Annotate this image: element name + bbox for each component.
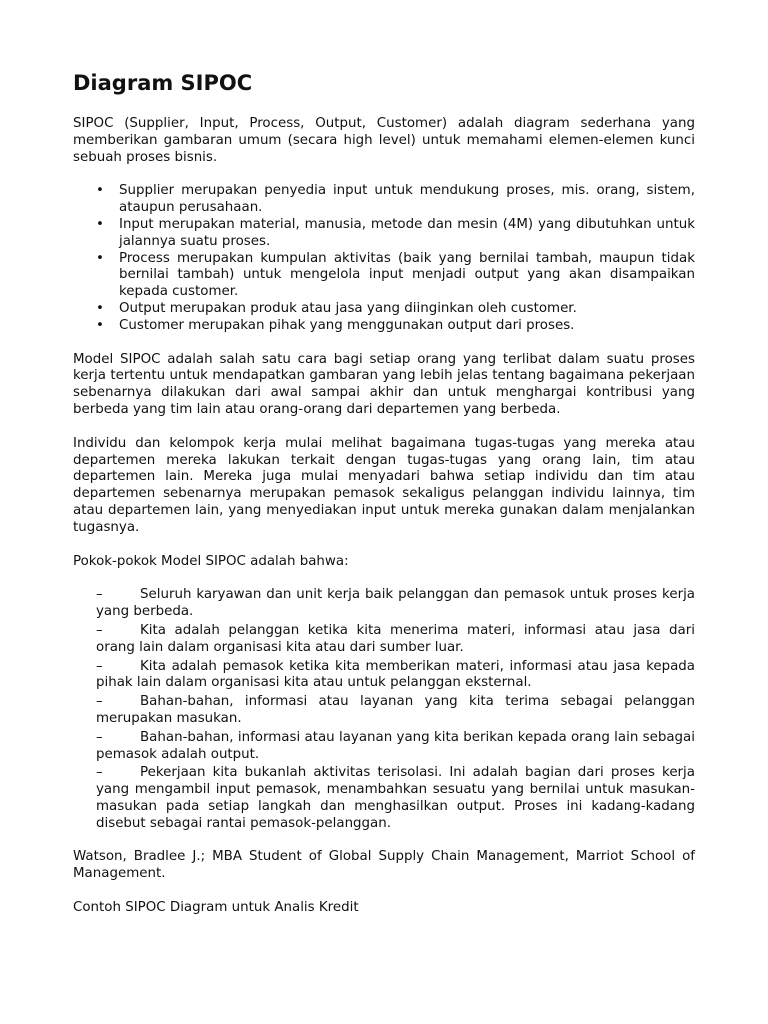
sipoc-bullet-list	[73, 183, 695, 334]
bullet-text: Customer merupakan pihak yang menggunakan output dari proses.	[119, 317, 575, 333]
point-text: Seluruh karyawan dan unit kerja baik pelanggan dan pemasok untuk proses kerja yang berbeda.	[96, 587, 695, 620]
bullet-icon: •	[96, 216, 104, 232]
bullet-text: Supplier merupakan penyedia input untuk mendukung proses, mis. orang, sistem, ataupun perusahaan.	[119, 183, 695, 216]
list-item	[96, 730, 695, 764]
individu-paragraph: Individu dan kelompok kerja mulai melihat bagaimana tugas-tugas yang mereka atau departemen mereka lakukan terkait dengan tugas-tugas yang orang lain, tim atau departemen lain. Mereka juga mulai menyadari bahwa setiap individu dan tim atau departemen sebenarnya merupakan pemasok sekaligus pelanggan individu lainnya, tim atau departemen lain, yang menyediakan input untuk mereka gunakan dalam menjalankan tugasnya.	[73, 435, 695, 535]
list-item	[73, 183, 695, 217]
point-text: Bahan-bahan, informasi atau layanan yang kita terima sebagai pelanggan merupakan masukan.	[96, 694, 695, 726]
point-text: Bahan-bahan, informasi atau layanan yang kita berikan kepada orang lain sebagai pemasok adalah output.	[96, 729, 695, 762]
pokok-point-list	[96, 587, 695, 832]
pokok-heading: Pokok-pokok Model SIPOC adalah bahwa:	[73, 553, 349, 569]
bullet-text: Input merupakan material, manusia, metode dan mesin (4M) yang dibutuhkan untuk jalannya suatu proses.	[119, 216, 695, 249]
list-item	[73, 251, 695, 301]
dash-icon: –	[96, 658, 103, 674]
dash-icon: –	[96, 694, 103, 710]
closing-line: Contoh SIPOC Diagram untuk Analis Kredit	[73, 900, 359, 916]
bullet-icon: •	[96, 183, 104, 199]
dash-icon: –	[96, 765, 103, 781]
dash-icon: –	[96, 587, 103, 603]
list-item	[96, 623, 695, 657]
list-item	[96, 659, 695, 693]
point-text: Kita adalah pelanggan ketika kita menerima materi, informasi atau jasa dari orang lain dalam organisasi kita atau dari sumber luar.	[96, 622, 695, 655]
list-item	[96, 765, 695, 832]
point-text: Kita adalah pemasok ketika kita memberikan materi, informasi atau jasa kepada pihak lain dalam organisasi kita atau untuk pelanggan eksternal.	[96, 658, 695, 691]
bullet-text: Process merupakan kumpulan aktivitas (baik yang bernilai tambah, maupun tidak bernilai tambah) untuk mengelola input menjadi output yang akan disampaikan kepada customer.	[119, 250, 695, 300]
dash-icon: –	[96, 622, 103, 638]
list-item	[73, 318, 695, 335]
list-item	[73, 217, 695, 251]
dash-icon: –	[96, 729, 103, 745]
page-title: Diagram SIPOC	[73, 71, 253, 95]
bullet-icon: •	[96, 300, 104, 316]
point-text: Pekerjaan kita bukanlah aktivitas terisolasi. Ini adalah bagian dari proses kerja yang mengambil input pemasok, menambahkan sesuatu yang bernilai untuk masukan-masukan pada setiap langkah dan menghasilkan output. Proses ini kadang-kadang disebut sebagai rantai pemasok-pelanggan.	[96, 765, 695, 831]
bullet-text: Output merupakan produk atau jasa yang diinginkan oleh customer.	[119, 300, 577, 316]
reference-text: Watson, Bradlee J.; MBA Student of Global Supply Chain Management, Marriot School of Management.	[73, 849, 695, 882]
list-item	[73, 301, 695, 318]
list-item	[96, 587, 695, 621]
list-item	[96, 694, 695, 728]
intro-paragraph: SIPOC (Supplier, Input, Process, Output, Customer) adalah diagram sederhana yang memberikan gambaran umum (secara high level) untuk memahami elemen-elemen kunci sebuah proses bisnis.	[73, 116, 695, 165]
model-paragraph: Model SIPOC adalah salah satu cara bagi setiap orang yang terlibat dalam suatu proses kerja tertentu untuk mendapatkan gambaran yang lebih jelas tentang bagaimana pekerjaan sebenarnya dilakukan dari awal sampai akhir dan untuk menghargai kontribusi yang berbeda yang tim lain atau orang-orang dari departemen yang berbeda.	[73, 351, 695, 417]
bullet-icon: •	[96, 250, 104, 266]
bullet-icon: •	[96, 317, 104, 333]
